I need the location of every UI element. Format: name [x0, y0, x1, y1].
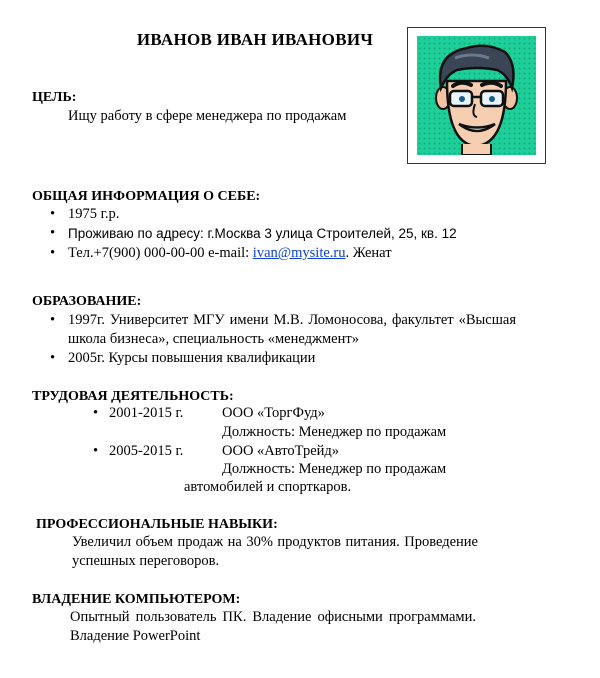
email-link[interactable]: ivan@mysite.ru: [252, 245, 346, 261]
work-period-1: 2001-2015 г.: [109, 405, 184, 421]
general-heading: ОБЩАЯ ИНФОРМАЦИЯ О СЕБЕ:: [32, 189, 261, 204]
birth-year: 1975 г.р.: [68, 206, 120, 222]
computer-heading: ВЛАДЕНИЕ КОМПЬЮТЕРОМ:: [32, 592, 241, 607]
list-item: [68, 244, 528, 263]
list-item: • 2005г. Курсы повышения квалификации: [68, 349, 516, 368]
education-list: [68, 311, 516, 368]
resume-name: ИВАНОВ ИВАН ИВАНОВИЧ: [136, 30, 374, 49]
phone-label: Тел.+7(900) 000-00-00 e-mail:: [68, 245, 253, 261]
education-heading: ОБРАЗОВАНИЕ:: [32, 294, 142, 309]
work-company-1: ООО «ТоргФуд»: [222, 405, 325, 421]
work-heading: ТРУДОВАЯ ДЕЯТЕЛЬНОСТЬ:: [32, 389, 234, 404]
marital-status: . Женат: [345, 245, 392, 261]
goal-heading: ЦЕЛЬ:: [32, 90, 77, 105]
work-position-2: Должность: Менеджер по продажам: [222, 461, 447, 477]
list-item: • 1997г. Университет МГУ имени М.В. Ломоносова, факультет «Высшая школа бизнеса», специальность «менеджмент»: [68, 311, 516, 349]
list-item: [68, 224, 528, 244]
goal-text: Ищу работу в сфере менеджера по продажам: [68, 108, 347, 124]
general-list: [68, 205, 528, 263]
computer-text: Опытный пользователь ПК. Владение офисными программами. Владение PowerPoint: [70, 609, 476, 644]
address: Проживаю по адресу: г.Москва 3 улица Строителей, 25, кв. 12: [68, 226, 457, 241]
cartoon-man-avatar-icon: [417, 36, 536, 155]
work-company-2: ООО «АвтоТрейд»: [222, 443, 340, 459]
skills-text: Увеличил объем продаж на 30% продуктов питания. Проведение успешных переговоров.: [72, 534, 478, 569]
work-position-1: Должность: Менеджер по продажам: [222, 424, 447, 440]
list-item: [68, 205, 528, 224]
bullet: •: [93, 405, 99, 421]
work-period-2: 2005-2015 г.: [109, 443, 184, 459]
work-position-2-cont: автомобилей и спорткаров.: [184, 479, 352, 495]
photo-frame: [407, 27, 546, 164]
skills-heading: ПРОФЕССИОНАЛЬНЫЕ НАВЫКИ:: [36, 517, 278, 532]
bullet: •: [93, 443, 99, 459]
